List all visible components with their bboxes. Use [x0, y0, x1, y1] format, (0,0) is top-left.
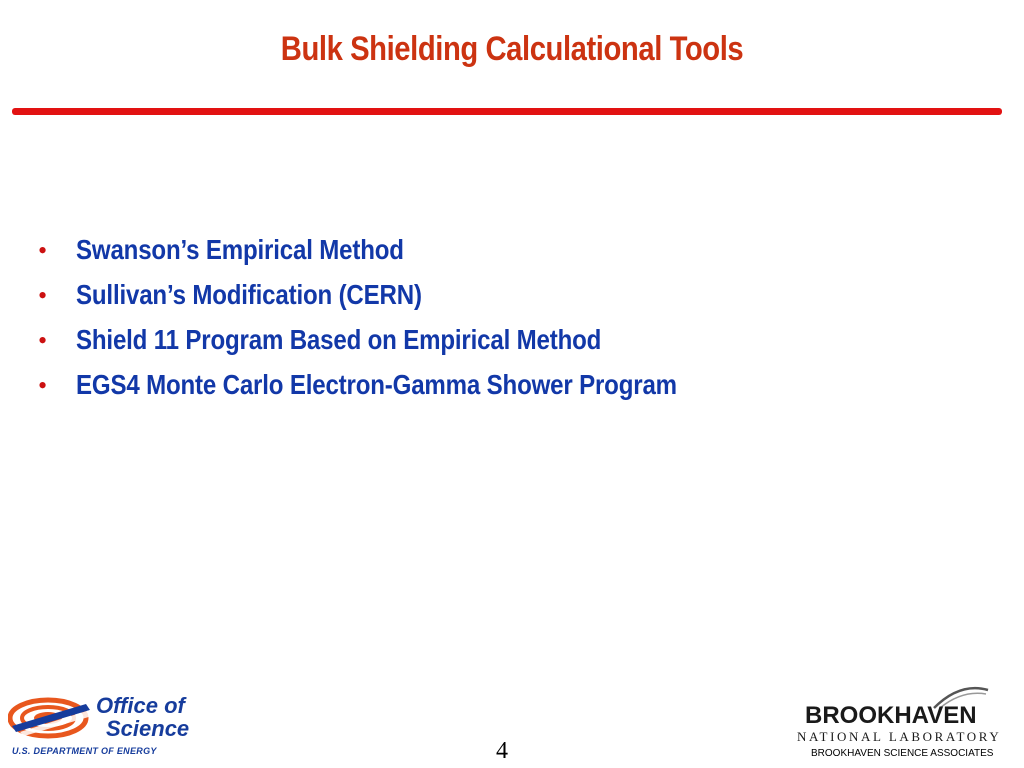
bnl-name: BROOKHAVEN: [805, 702, 977, 729]
bullet-text: EGS4 Monte Carlo Electron-Gamma Shower Program: [76, 369, 677, 400]
doe-logo-line1: Office of: [96, 693, 185, 718]
list-item: [38, 234, 775, 279]
list-item: [38, 369, 775, 414]
bullet-list: [38, 234, 775, 414]
bullet-icon: •: [38, 236, 48, 265]
list-item: [38, 279, 775, 324]
doe-logo-line3: U.S. DEPARTMENT OF ENERGY: [12, 746, 157, 756]
bullet-text: Shield 11 Program Based on Empirical Method: [76, 324, 602, 355]
bullet-text: Sullivan’s Modification (CERN): [76, 279, 422, 310]
bullet-text: Swanson’s Empirical Method: [76, 234, 404, 265]
doe-office-of-science-logo: [8, 692, 218, 760]
list-item: [38, 324, 775, 369]
bullet-icon: •: [38, 281, 48, 310]
bullet-icon: •: [38, 371, 48, 400]
bnl-subtitle: NATIONAL LABORATORY: [797, 729, 1002, 744]
slide-title: Bulk Shielding Calculational Tools: [280, 30, 744, 68]
bnl-associates: BROOKHAVEN SCIENCE ASSOCIATES: [811, 748, 994, 759]
brookhaven-logo: [790, 686, 1020, 766]
bullet-icon: •: [38, 326, 48, 355]
doe-logo-line2: Science: [106, 716, 190, 741]
title-divider: [12, 108, 1002, 115]
doe-emblem-icon: [8, 696, 94, 740]
page-number: 4: [496, 738, 508, 764]
